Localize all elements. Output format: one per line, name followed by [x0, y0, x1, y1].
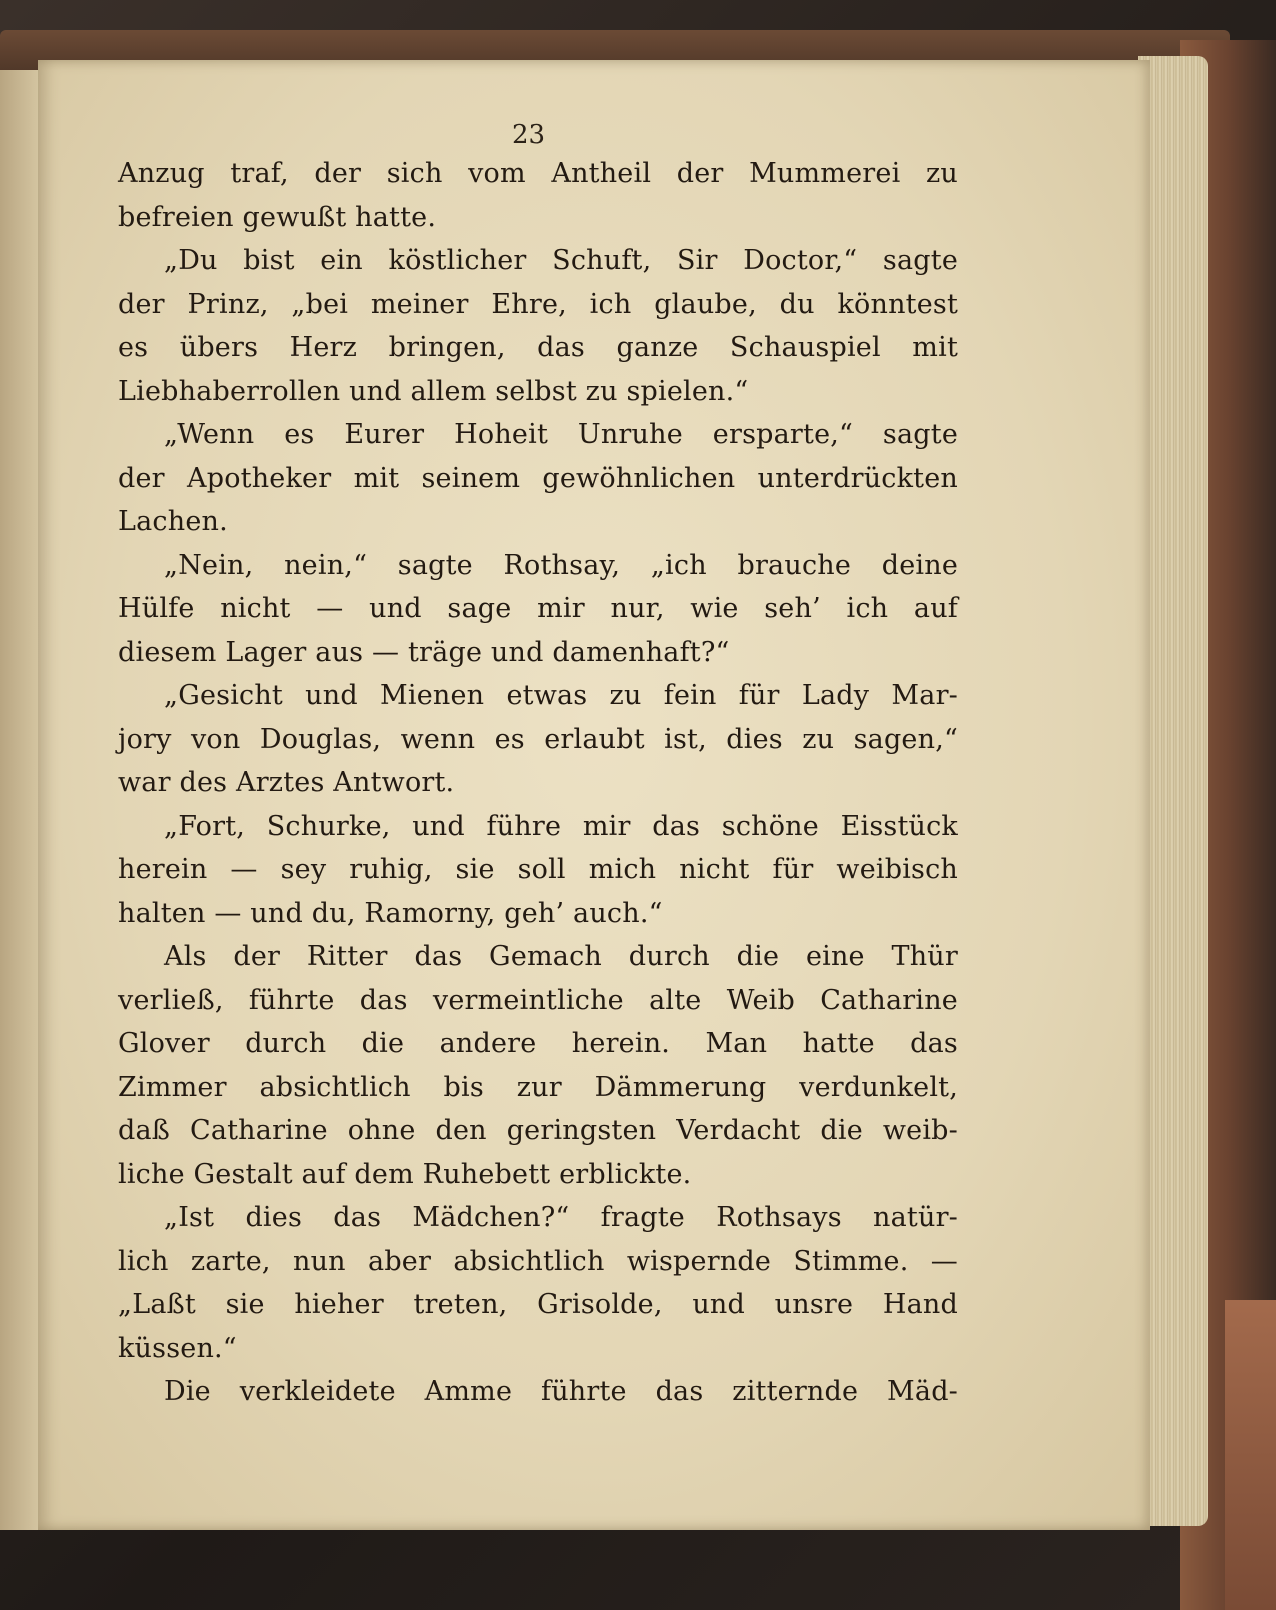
text-line: küssen.“ — [118, 1332, 237, 1364]
text-line: Anzug traf, der sich vom Antheil der Mummerei zu — [118, 158, 958, 189]
text-line: herein — sey ruhig, sie soll mich nicht für weibisch — [118, 854, 958, 885]
page-number: 23 — [512, 120, 546, 150]
text-line: Liebhaberrollen und allem selbst zu spielen.“ — [118, 375, 749, 407]
book-cover-corner — [1225, 1300, 1276, 1610]
text-line: „Gesicht und Mienen etwas zu fein für Lady Mar- — [164, 680, 958, 711]
text-line: „Ist dies das Mädchen?“ fragte Rothsays natür- — [164, 1202, 958, 1233]
text-line: „Du bist ein köstlicher Schuft, Sir Doctor,“ sagte — [164, 245, 958, 276]
text-line: Glover durch die andere herein. Man hatte das — [118, 1028, 958, 1059]
page-text — [118, 152, 958, 1414]
text-line: befreien gewußt hatte. — [118, 201, 437, 233]
text-line: lich zarte, nun aber absichtlich wispernde Stimme. — — [118, 1245, 958, 1277]
text-line: es übers Herz bringen, das ganze Schauspiel mit — [118, 332, 958, 363]
text-line: jory von Douglas, wenn es erlaubt ist, dies zu sagen,“ — [118, 723, 958, 755]
text-line: halten — und du, Ramorny, geh’ auch.“ — [118, 897, 663, 929]
text-line: Als der Ritter das Gemach durch die eine Thür — [164, 941, 958, 972]
text-line: daß Catharine ohne den geringsten Verdacht die weib- — [118, 1115, 958, 1146]
text-line: der Apotheker mit seinem gewöhnlichen unterdrückten — [118, 462, 958, 494]
text-line: „Nein, nein,“ sagte Rothsay, „ich brauche deine — [164, 549, 958, 581]
text-line: diesem Lager aus — träge und damenhaft?“ — [118, 636, 730, 668]
text-line: „Wenn es Eurer Hoheit Unruhe ersparte,“ sagte — [164, 419, 958, 450]
left-page-edge — [0, 70, 40, 1530]
text-line: Zimmer absichtlich bis zur Dämmerung verdunkelt, — [118, 1071, 958, 1103]
text-line: der Prinz, „bei meiner Ehre, ich glaube, du könntest — [118, 288, 958, 320]
text-line: verließ, führte das vermeintliche alte Weib Catharine — [118, 984, 958, 1016]
text-line: Hülfe nicht — und sage mir nur, wie seh’ ich auf — [118, 593, 958, 624]
text-line: liche Gestalt auf dem Ruhebett erblickte. — [118, 1158, 692, 1190]
text-line: „Fort, Schurke, und führe mir das schöne Eisstück — [164, 810, 958, 842]
text-line: war des Arztes Antwort. — [118, 767, 455, 798]
text-line: „Laßt sie hieher treten, Grisolde, und unsre Hand — [118, 1289, 958, 1320]
text-line: Lachen. — [118, 506, 228, 537]
text-line: Die verkleidete Amme führte das zitternde Mäd- — [164, 1376, 958, 1407]
